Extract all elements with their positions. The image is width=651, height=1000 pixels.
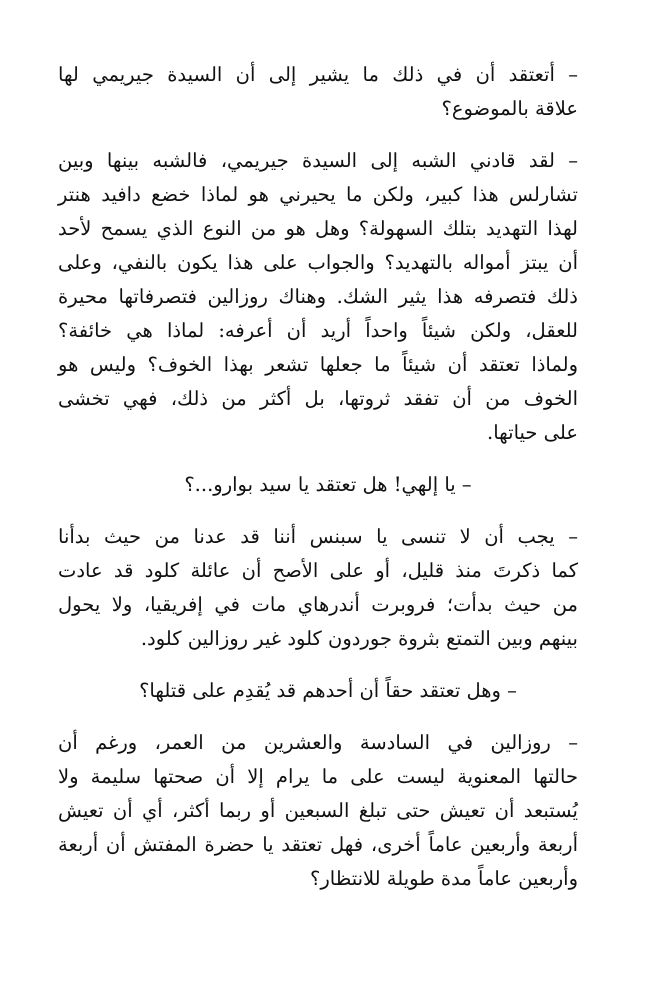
text-line: للعقل، ولكن شيئاً واحداً أريد أن أعرفه: لماذا هي خائفة؟ — [58, 319, 578, 342]
text-line: – يجب أن لا تنسى يا سبنس أننا قد عدنا من حيث بدأنا — [58, 525, 578, 548]
text-line: الخوف من أن تفقد ثروتها، بل أكثر من ذلك، فهي تخشى — [58, 387, 578, 410]
paragraph-5 — [58, 674, 598, 708]
text-line: يُستبعد أن تعيش حتى تبلغ السبعين أو ربما أكثر، أي أن تعيش — [58, 799, 578, 822]
text-line: أربعة وأربعين عاماً أخرى، فهل تعتقد يا حضرة المفتش أن أربعة — [58, 833, 578, 856]
text-line: علاقة بالموضوع؟ — [441, 97, 578, 120]
paragraph-gap — [58, 656, 598, 674]
text-line: لهذا التهديد بتلك السهولة؟ وهل هو من النوع الذي يسمح لأحد — [58, 217, 578, 240]
text-line: تشارلس هذا كبير، ولكن ما يحيرني هو لماذا خضع دافيد هنتر — [58, 183, 578, 206]
paragraph-2 — [58, 144, 598, 450]
paragraph-4 — [58, 520, 598, 656]
text-line: حالتها المعنوية ليست على ما يرام إلا أن صحتها سليمة ولا — [58, 765, 578, 788]
text-line: بينهم وبين التمتع بثروة جوردون كلود غير روزالين كلود. — [140, 627, 578, 650]
text-line: – وهل تعتقد حقاً أن أحدهم قد يُقدِم على قتلها؟ — [139, 679, 517, 702]
text-line: – لقد قادني الشبه إلى السيدة جيريمي، فالشبه بينها وبين — [58, 149, 578, 172]
book-page-text — [58, 58, 598, 896]
text-line: وأربعين عاماً مدة طويلة للانتظار؟ — [310, 867, 578, 890]
paragraph-6 — [58, 726, 598, 896]
text-line: من حيث بدأت؛ فروبرت أندرهاي مات في إفريقيا، ولا يحول — [58, 593, 578, 616]
paragraph-gap — [58, 126, 598, 144]
paragraph-gap — [58, 708, 598, 726]
text-line: ذلك فتصرفه هذا يثير الشك. وهناك روزالين فتصرفاتها محيرة — [58, 285, 578, 308]
text-line: ولماذا تعتقد أن شيئاً ما جعلها تشعر بهذا الخوف؟ وليس هو — [58, 353, 578, 376]
text-line: – روزالين في السادسة والعشرين من العمر، ورغم أن — [58, 731, 578, 754]
paragraph-gap — [58, 450, 598, 468]
text-line: – يا إلهي! هل تعتقد يا سيد بوارو...؟ — [184, 473, 472, 496]
text-line: – أتعتقد أن في ذلك ما يشير إلى أن السيدة جيريمي لها — [58, 63, 578, 86]
text-line: كما ذكرتَ منذ قليل، أو على الأصح أن عائلة كلود قد عادت — [58, 559, 578, 582]
text-line: على حياتها. — [487, 421, 578, 444]
paragraph-gap — [58, 502, 598, 520]
paragraph-3 — [58, 468, 598, 502]
text-line: أن يبتز أمواله بالتهديد؟ والجواب على هذا يكون بالنفي، وعلى — [58, 251, 578, 274]
paragraph-1 — [58, 58, 598, 126]
